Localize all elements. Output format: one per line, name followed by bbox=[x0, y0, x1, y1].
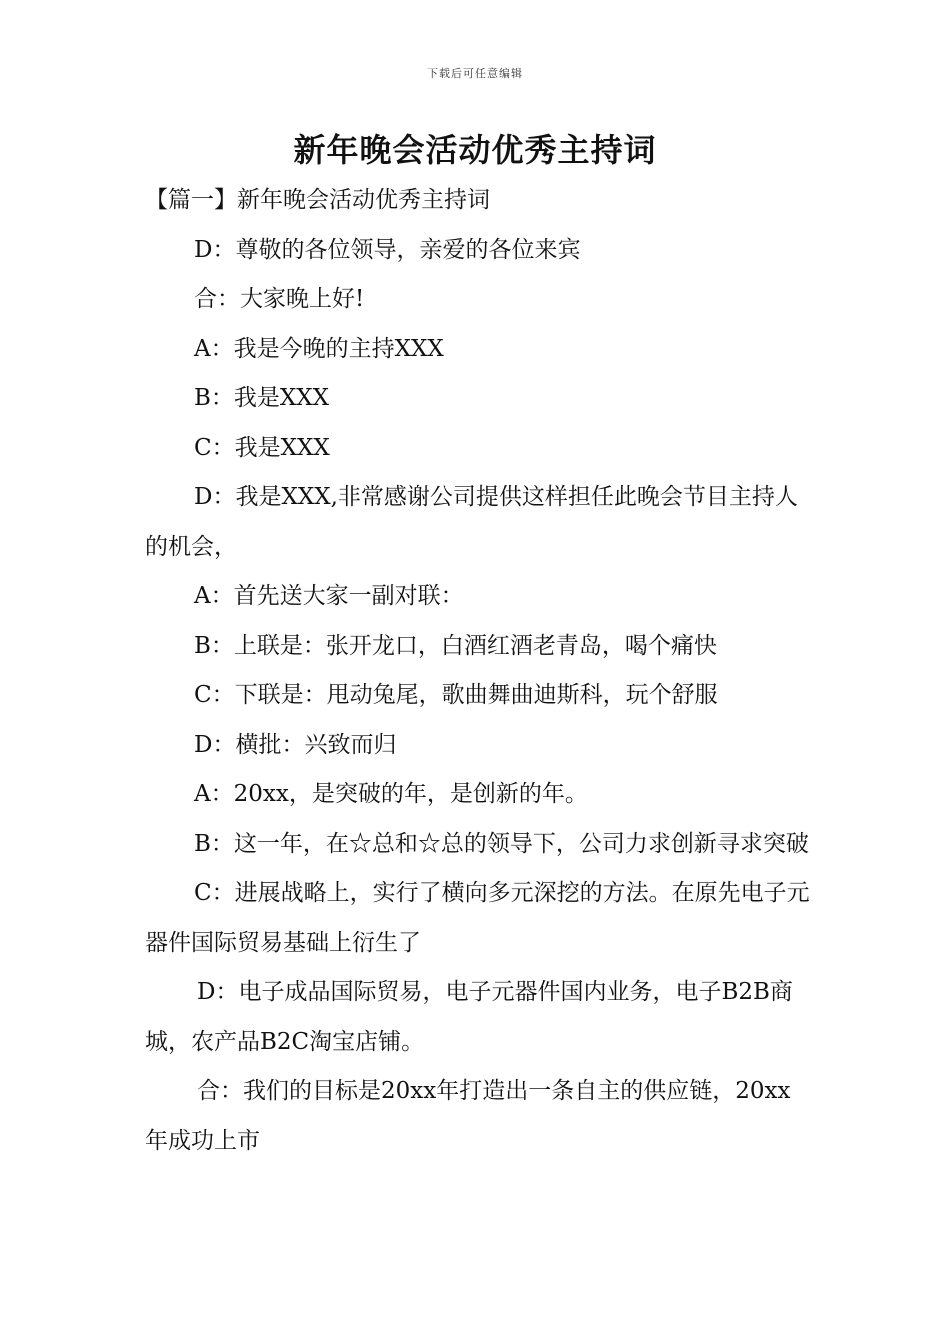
paragraph: C：下联是：甩动兔尾，歌曲舞曲迪斯科，玩个舒服 bbox=[194, 682, 718, 708]
paragraph: 合：我们的目标是20xx年打造出一条自主的供应链，20xx年成功上市 bbox=[145, 1078, 791, 1154]
section-heading: 【篇一】新年晚会活动优秀主持词 bbox=[145, 187, 490, 213]
paragraph: B：上联是：张开龙口，白酒红酒老青岛，喝个痛快 bbox=[194, 632, 717, 659]
paragraph: B：这一年，在☆总和☆总的领导下，公司力求创新寻求突破 bbox=[194, 830, 809, 857]
header-note: 下载后可任意编辑 bbox=[427, 67, 523, 80]
paragraph: A：20xx，是突破的年，是创新的年。 bbox=[194, 781, 588, 807]
document-body bbox=[145, 176, 810, 1166]
paragraph: B：我是XXX bbox=[194, 385, 330, 411]
paragraph: A：我是今晚的主持XXX bbox=[194, 335, 444, 362]
paragraph: D：横批：兴致而归 bbox=[194, 731, 397, 758]
paragraph: D：我是XXX,非常感谢公司提供这样担任此晚会节目主持人的机会， bbox=[145, 484, 798, 560]
paragraph: C：我是XXX bbox=[194, 434, 330, 461]
paragraph: 合：大家晚上好! bbox=[194, 286, 365, 312]
document-title: 新年晚会活动优秀主持词 bbox=[293, 131, 657, 169]
paragraph: A：首先送大家一副对联： bbox=[194, 583, 464, 609]
paragraph: C：进展战略上，实行了横向多元深挖的方法。在原先电子元器件国际贸易基础上衍生了 bbox=[145, 880, 810, 956]
paragraph: D：尊敬的各位领导，亲爱的各位来宾 bbox=[194, 236, 581, 263]
paragraph: D：电子成品国际贸易，电子元器件国内业务，电子B2B商城，农产品B2C淘宝店铺。 bbox=[145, 979, 793, 1055]
